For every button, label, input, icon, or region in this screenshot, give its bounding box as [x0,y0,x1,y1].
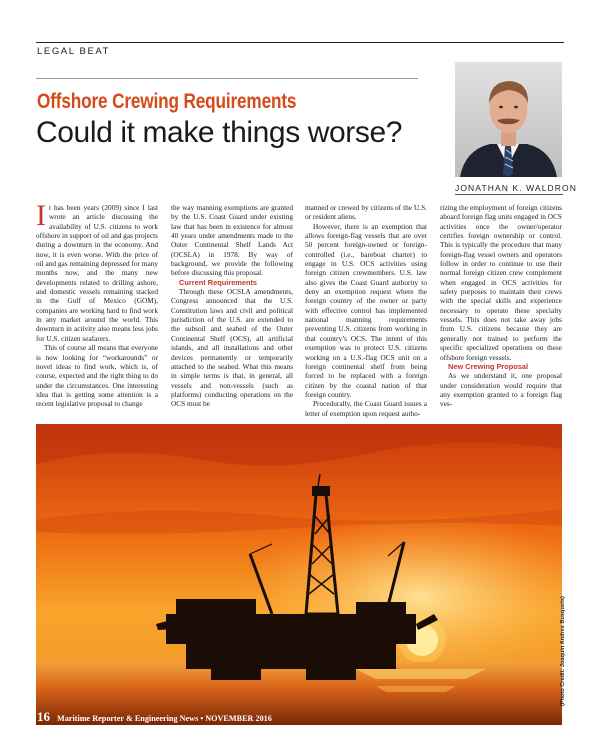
subsection-heading-current: Current Requirements [179,277,258,287]
column-1-text-1: t has been years (2009) since I last wrote an article discussing the availability of U.S. citizens to work offshore in support of oil and gas projects during a downturn in the economy. And now, it is even worse. With the price of oil and gas remaining depressed for many months now, and the many new developments related to drilling ashore, and domestic vessels remaining stacked in the Gulf of Mexico (GOM), companies are working hard to find work in any market around the world. This downturn in activity also means less jobs for U.S. citizen seafarers. [36,203,158,343]
drop-cap: I [36,203,46,232]
article-column-4 [440,203,562,421]
author-byline: JONATHAN K. WALDRON [455,183,577,193]
column-3-paragraph-2: However, there is an exemption that allows foreign-flag vessels that are over 50 percent foreign-owned or foreign-controlled (i.e., bareboat charter) to engage in U.S. OCS activities using foreign citizen crewmembers. U.S. law also gives the Coast Guard authority to deny an exemption request where the foreign country of the owner or party with effective control has implemented national manning requirements preventing U.S. citizens from working in that country’s OCS. The intent of this exemption was to protect U.S. citizens working on a U.S.-flag OCS unit on a foreign continental shelf from being forced to be replaced with a foreign citizen by the coastal nation of that foreign country. [305,221,427,399]
article-subhead: Could it make things worse? [36,116,403,149]
column-1-paragraph-1 [36,203,158,343]
section-label: LEGAL BEAT [37,46,111,57]
article-column-1 [36,203,158,421]
author-photo [455,62,562,177]
author-portrait-illustration [455,62,562,177]
column-3-paragraph-1: manned or crewed by citizens of the U.S. or resident aliens. [305,203,427,222]
publication-info: Maritime Reporter & Engineering News • NOVEMBER 2016 [57,714,272,723]
subsection-heading-new: New Crewing Proposal [448,361,529,371]
header-rule [36,42,564,43]
sunset-rig-illustration [36,424,562,725]
title-rule [36,78,418,79]
article-column-2 [171,203,293,421]
column-2-paragraph-2: Through these OCSLA amendments, Congress announced that the U.S. Constitution laws and civil and political jurisdiction of the U.S. are extended to the subsoil and seabed of the Outer Continental Shelf (OCS), all artificial islands, and all installations and other devices permanently or temporarily attached to the seabed. What this means in simple terms is that, in general, all vessels and non-vessels (such as platforms) conducting operations on the OCS must be [171,287,293,409]
column-3-paragraph-3: Procedurally, the Coast Guard issues a letter of exemption upon request autho- [305,399,427,418]
column-4-paragraph-2: As we understand it, one proposal under consideration would require that any exemption granted to a foreign flag ves- [440,371,562,409]
article-column-3 [305,203,427,421]
column-4-paragraph-1: rizing the employment of foreign citizens aboard foreign flag units engaged in OCS activities once the owner/operator certifies foreign ownership or control. This is typically the procedure that many foreign-flag vessel owners and operators follow in order to continue to use their normal foreign citizen crew complement when engaged in OCS activities for safety purposes to maintain their crews with the special skills and experience necessary to operate these specialty vessels. This does not take away jobs from U.S. citizens because they are generally not trained to perform the specific specialized operations on these offshore foreign vessels. [440,203,562,362]
page-footer [37,708,272,726]
page-number: 16 [37,709,50,724]
oil-platform-sunset-photo [36,424,562,725]
author-rule [455,194,563,195]
column-1-paragraph-2: This of course all means that everyone is now looking for “workarounds” or novel ideas to find work, which is, of course, expected and the right thing to do under the circumstances. One interesting idea that is getting some attention is a recent legislative proposal to change [36,343,158,409]
article-headline: Offshore Crewing Requirements [37,90,297,113]
column-2-paragraph-1: the way manning exemptions are granted by the U.S. Coast Guard under existing law that has been in existence for almost 40 years under amendments made to the Outer Continental Shelf Lands Act (OCSLA) in 1978. By way of background, we provide the following before discussing this proposal. [171,203,293,278]
photo-credit: (Photo Credit: Joaquin Andres Busquets) [560,596,566,706]
